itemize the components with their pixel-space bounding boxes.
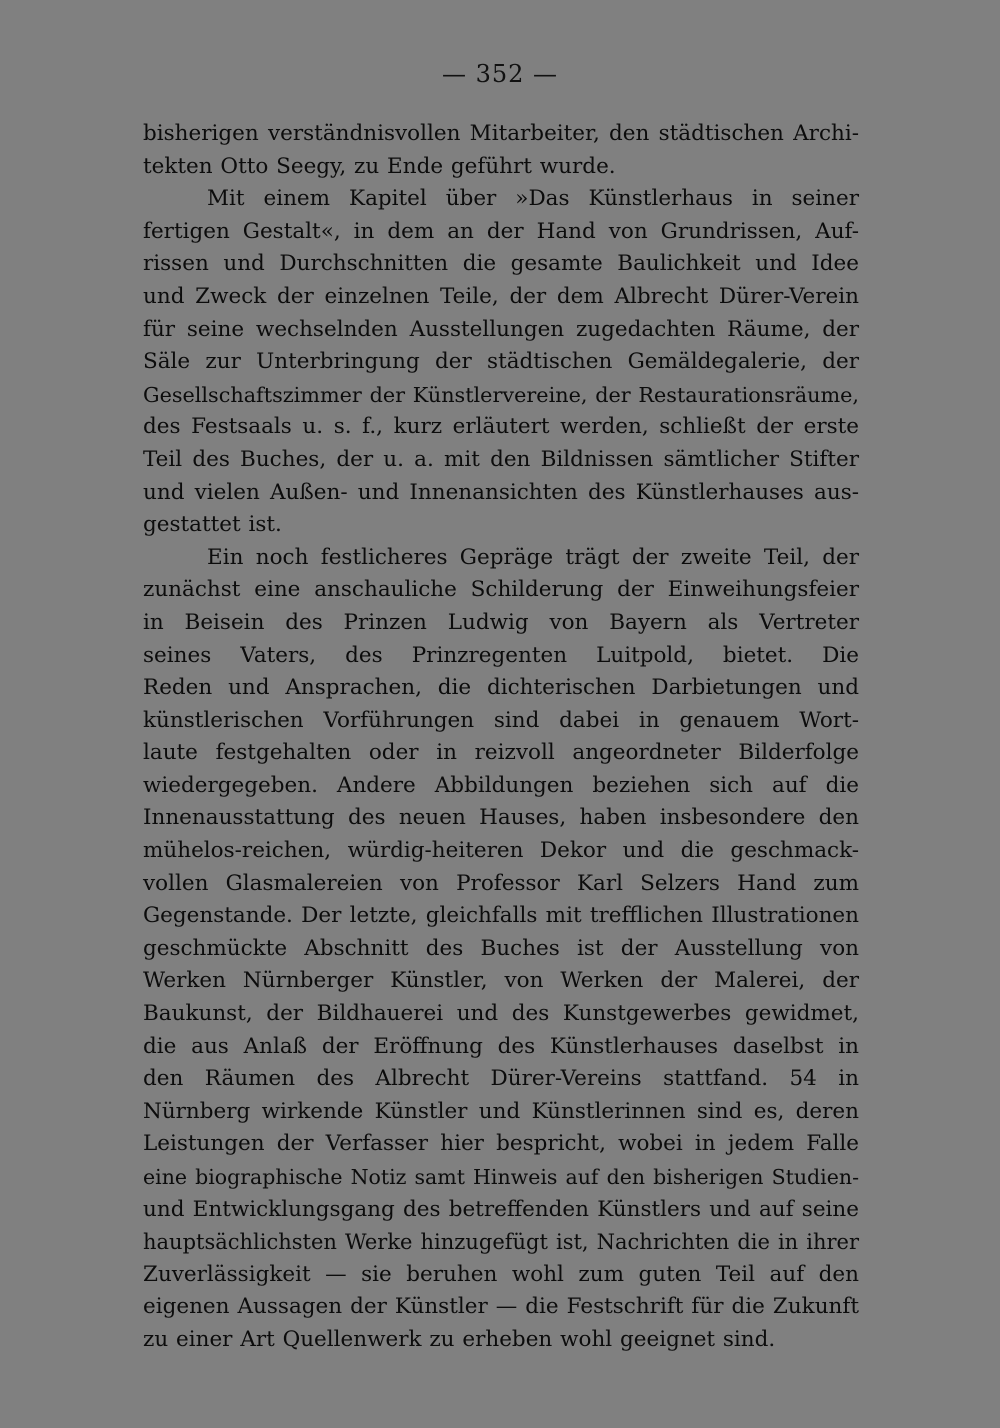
text-line: Werken Nürnberger Künstler, von Werken der Malerei, der bbox=[143, 968, 859, 994]
text-line: seines Vaters, des Prinzregenten Luitpold, bietet. Die bbox=[143, 642, 859, 668]
text-line: die aus Anlaß der Eröffnung des Künstlerhauses daselbst in bbox=[143, 1033, 859, 1059]
text-line: bisherigen verständnisvollen Mitarbeiter, den städtischen Archi- bbox=[143, 121, 859, 146]
text-line: Gegenstande. Der letzte, gleichfalls mit trefflichen Illustrationen bbox=[143, 903, 859, 929]
text-line: Zuverlässigkeit — sie beruhen wohl zum guten Teil auf den bbox=[143, 1261, 859, 1287]
text-line: des Festsaals u. s. f., kurz erläutert werden, schließt der erste bbox=[143, 414, 859, 440]
text-line: und Zweck der einzelnen Teile, der dem Albrecht Dürer-Verein bbox=[143, 283, 859, 309]
text-line: wiedergegeben. Andere Abbildungen beziehen sich auf die bbox=[143, 772, 859, 798]
text-line: für seine wechselnden Ausstellungen zugedachten Räume, der bbox=[143, 316, 859, 342]
text-line: Säle zur Unterbringung der städtischen Gemäldegalerie, der bbox=[143, 349, 859, 375]
text-line: hauptsächlichsten Werke hinzugefügt ist, Nachrichten die in ihrer bbox=[143, 1230, 859, 1255]
text-line: eigenen Aussagen der Künstler — die Festschrift für die Zukunft bbox=[143, 1294, 859, 1320]
text-line: vollen Glasmalereien von Professor Karl Selzers Hand zum bbox=[143, 870, 859, 896]
text-line: gestattet ist. bbox=[143, 512, 282, 538]
text-line: den Räumen des Albrecht Dürer-Vereins stattfand. 54 in bbox=[143, 1066, 859, 1092]
page-number: — 352 — bbox=[441, 60, 559, 88]
text-line: Mit einem Kapitel über »Das Künstlerhaus in seiner bbox=[207, 186, 859, 212]
text-line: geschmückte Abschnitt des Buches ist der Ausstellung von bbox=[143, 935, 859, 961]
text-line: und Entwicklungsgang des betreffenden Künstlers und auf seine bbox=[143, 1196, 859, 1222]
text-line: Innenausstattung des neuen Hauses, haben insbesondere den bbox=[143, 805, 859, 831]
text-line: fertigen Gestalt«, in dem an der Hand von Grundrissen, Auf- bbox=[143, 218, 859, 244]
body-text bbox=[143, 118, 859, 1357]
text-line: und vielen Außen- und Innenansichten des Künstlerhauses aus- bbox=[143, 479, 859, 505]
text-line: Reden und Ansprachen, die dichterischen Darbietungen und bbox=[143, 675, 859, 701]
text-line: Gesellschaftszimmer der Künstlervereine, der Restaurationsräume, bbox=[143, 382, 859, 407]
text-line: tekten Otto Seegy, zu Ende geführt wurde. bbox=[143, 153, 616, 179]
text-line: eine biographische Notiz samt Hinweis auf den bisherigen Studien- bbox=[143, 1165, 859, 1189]
text-line: Ein noch festlicheres Gepräge trägt der zweite Teil, der bbox=[207, 544, 859, 570]
text-line: rissen und Durchschnitten die gesamte Baulichkeit und Idee bbox=[143, 251, 859, 277]
text-line: zu einer Art Quellenwerk zu erheben wohl geeignet sind. bbox=[143, 1326, 776, 1352]
text-line: künstlerischen Vorführungen sind dabei in genauem Wort- bbox=[143, 707, 859, 733]
text-line: in Beisein des Prinzen Ludwig von Bayern als Vertreter bbox=[143, 609, 859, 635]
text-line: Baukunst, der Bildhauerei und des Kunstgewerbes gewidmet, bbox=[143, 1001, 859, 1027]
text-line: laute festgehalten oder in reizvoll angeordneter Bilderfolge bbox=[143, 740, 859, 766]
text-line: Leistungen der Verfasser hier bespricht, wobei in jedem Falle bbox=[143, 1131, 859, 1157]
text-line: Teil des Buches, der u. a. mit den Bildnissen sämtlicher Stifter bbox=[143, 446, 859, 472]
text-line: mühelos-reichen, würdig-heiteren Dekor und die geschmack- bbox=[143, 838, 859, 864]
text-line: Nürnberg wirkende Künstler und Künstlerinnen sind es, deren bbox=[143, 1098, 859, 1124]
text-line: zunächst eine anschauliche Schilderung der Einweihungsfeier bbox=[143, 577, 859, 603]
